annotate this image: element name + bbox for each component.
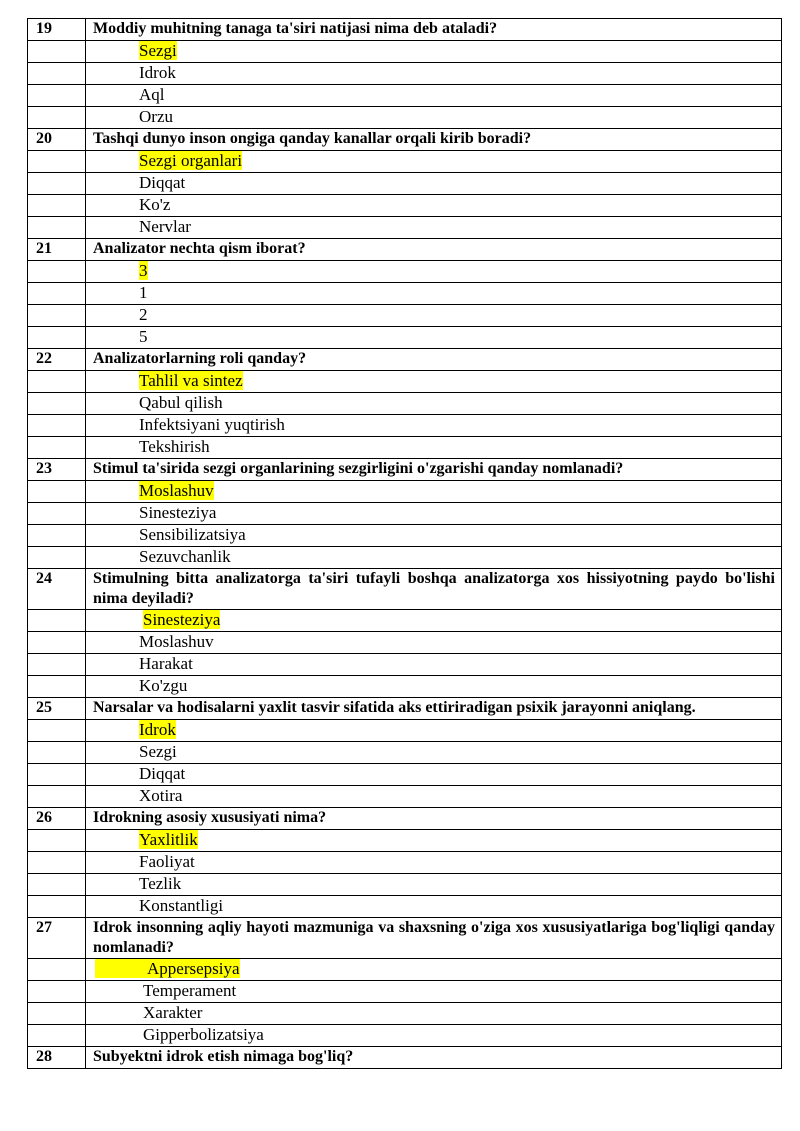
answer-option-cell [86, 371, 782, 393]
question-row [28, 459, 782, 481]
answer-option-cell [86, 874, 782, 896]
option-row [28, 547, 782, 569]
question-row [28, 698, 782, 720]
answer-option-text: Sezuvchanlik [139, 547, 231, 566]
answer-option-text: Sensibilizatsiya [139, 525, 246, 544]
question-row [28, 129, 782, 151]
answer-option-cell [86, 525, 782, 547]
question-number: 24 [28, 569, 86, 610]
option-row [28, 874, 782, 896]
option-row [28, 85, 782, 107]
answer-option-text: 5 [139, 327, 148, 346]
answer-option-text: Sinesteziya [139, 503, 217, 522]
answer-option-text: Moslashuv [139, 632, 214, 651]
empty-number-cell [28, 173, 86, 195]
empty-number-cell [28, 896, 86, 918]
question-number: 22 [28, 349, 86, 371]
correct-answer-highlight: Appersepsiya [95, 959, 240, 978]
answer-option-text: 1 [139, 283, 148, 302]
option-row [28, 217, 782, 239]
empty-number-cell [28, 305, 86, 327]
answer-option-cell [86, 261, 782, 283]
option-row [28, 371, 782, 393]
option-row [28, 610, 782, 632]
empty-number-cell [28, 959, 86, 981]
answer-option-text: Xotira [139, 786, 183, 805]
answer-option-text: Aql [139, 85, 165, 104]
question-text: Analizatorlarning roli qanday? [86, 349, 782, 371]
empty-number-cell [28, 85, 86, 107]
option-row [28, 173, 782, 195]
empty-number-cell [28, 742, 86, 764]
answer-option-cell [86, 217, 782, 239]
answer-option-text: Tekshirish [139, 437, 210, 456]
empty-number-cell [28, 874, 86, 896]
question-text: Stimul ta'sirida sezgi organlarining sezgirligini o'zgarishi qanday nomlanadi? [86, 459, 782, 481]
answer-option-text: Tezlik [139, 874, 182, 893]
answer-option-text: Xarakter [143, 1003, 203, 1022]
correct-answer-highlight: Sezgi organlari [139, 151, 243, 170]
option-row [28, 261, 782, 283]
answer-option-cell [86, 503, 782, 525]
question-row [28, 1047, 782, 1069]
empty-number-cell [28, 720, 86, 742]
answer-option-text: 2 [139, 305, 148, 324]
answer-option-cell [86, 632, 782, 654]
answer-option-text: Orzu [139, 107, 173, 126]
question-text: Stimulning bitta analizatorga ta'siri tufayli boshqa analizatorga xos hissiyotning paydo bo'lishi nima deyiladi? [86, 569, 782, 610]
option-row [28, 283, 782, 305]
option-row [28, 151, 782, 173]
empty-number-cell [28, 195, 86, 217]
quiz-table [27, 18, 782, 1069]
question-text: Tashqi dunyo inson ongiga qanday kanallar orqali kirib boradi? [86, 129, 782, 151]
answer-option-cell [86, 742, 782, 764]
question-number: 27 [28, 918, 86, 959]
answer-option-cell [86, 654, 782, 676]
empty-number-cell [28, 981, 86, 1003]
option-row [28, 764, 782, 786]
empty-number-cell [28, 327, 86, 349]
answer-option-cell [86, 195, 782, 217]
question-row [28, 808, 782, 830]
answer-option-text: Faoliyat [139, 852, 195, 871]
option-row [28, 63, 782, 85]
option-row [28, 41, 782, 63]
question-number: 20 [28, 129, 86, 151]
empty-number-cell [28, 1025, 86, 1047]
question-row [28, 918, 782, 959]
empty-number-cell [28, 786, 86, 808]
answer-option-cell [86, 283, 782, 305]
answer-option-cell [86, 786, 782, 808]
answer-option-cell [86, 41, 782, 63]
answer-option-cell [86, 173, 782, 195]
answer-option-cell [86, 63, 782, 85]
empty-number-cell [28, 63, 86, 85]
answer-option-cell [86, 107, 782, 129]
answer-option-text: Diqqat [139, 173, 186, 192]
empty-number-cell [28, 654, 86, 676]
answer-option-text: Infektsiyani yuqtirish [139, 415, 285, 434]
answer-option-cell [86, 981, 782, 1003]
option-row [28, 1025, 782, 1047]
option-row [28, 959, 782, 981]
empty-number-cell [28, 217, 86, 239]
option-row [28, 742, 782, 764]
empty-number-cell [28, 261, 86, 283]
answer-option-text: Harakat [139, 654, 193, 673]
answer-option-cell [86, 676, 782, 698]
answer-option-cell [86, 393, 782, 415]
correct-answer-highlight: Sinesteziya [143, 610, 221, 629]
empty-number-cell [28, 151, 86, 173]
answer-option-text: Sezgi [139, 742, 177, 761]
answer-option-cell [86, 151, 782, 173]
empty-number-cell [28, 107, 86, 129]
answer-option-cell [86, 305, 782, 327]
answer-option-text: Temperament [143, 981, 237, 1000]
answer-option-cell [86, 852, 782, 874]
option-row [28, 852, 782, 874]
empty-number-cell [28, 393, 86, 415]
answer-option-cell [86, 610, 782, 632]
option-row [28, 481, 782, 503]
answer-option-text: Ko'z [139, 195, 171, 214]
answer-option-text: Ko'zgu [139, 676, 188, 695]
option-row [28, 305, 782, 327]
empty-number-cell [28, 1003, 86, 1025]
option-row [28, 195, 782, 217]
option-row [28, 896, 782, 918]
option-row [28, 676, 782, 698]
correct-answer-highlight: 3 [139, 261, 148, 280]
quiz-table-body [28, 19, 782, 1069]
option-row [28, 327, 782, 349]
option-row [28, 654, 782, 676]
question-text: Moddiy muhitning tanaga ta'siri natijasi nima deb ataladi? [86, 19, 782, 41]
answer-option-text: Idrok [139, 63, 176, 82]
answer-option-cell [86, 764, 782, 786]
empty-number-cell [28, 525, 86, 547]
correct-answer-highlight: Sezgi [139, 41, 177, 60]
answer-option-cell [86, 415, 782, 437]
question-number: 25 [28, 698, 86, 720]
option-row [28, 393, 782, 415]
answer-option-cell [86, 327, 782, 349]
empty-number-cell [28, 415, 86, 437]
option-row [28, 981, 782, 1003]
answer-option-cell [86, 437, 782, 459]
correct-answer-highlight: Moslashuv [139, 481, 214, 500]
option-row [28, 632, 782, 654]
question-row [28, 349, 782, 371]
answer-option-cell [86, 1003, 782, 1025]
option-row [28, 107, 782, 129]
option-row [28, 525, 782, 547]
question-text: Subyektni idrok etish nimaga bog'liq? [86, 1047, 782, 1069]
question-text: Analizator nechta qism iborat? [86, 239, 782, 261]
empty-number-cell [28, 371, 86, 393]
answer-option-cell [86, 959, 782, 981]
option-row [28, 437, 782, 459]
option-row [28, 503, 782, 525]
option-row [28, 415, 782, 437]
option-row [28, 830, 782, 852]
empty-number-cell [28, 481, 86, 503]
answer-option-cell [86, 830, 782, 852]
answer-option-text: Konstantligi [139, 896, 224, 915]
option-row [28, 720, 782, 742]
empty-number-cell [28, 547, 86, 569]
answer-option-cell [86, 85, 782, 107]
answer-option-cell [86, 1025, 782, 1047]
answer-option-text: Gipperbolizatsiya [143, 1025, 264, 1044]
question-row [28, 239, 782, 261]
question-text: Narsalar va hodisalarni yaxlit tasvir sifatida aks ettiriradigan psixik jarayonni aniqlang. [86, 698, 782, 720]
answer-option-cell [86, 547, 782, 569]
answer-option-text: Nervlar [139, 217, 191, 236]
question-number: 19 [28, 19, 86, 41]
empty-number-cell [28, 437, 86, 459]
empty-number-cell [28, 632, 86, 654]
option-row [28, 1003, 782, 1025]
empty-number-cell [28, 283, 86, 305]
correct-answer-highlight: Tahlil va sintez [139, 371, 243, 390]
empty-number-cell [28, 764, 86, 786]
answer-option-text: Qabul qilish [139, 393, 223, 412]
question-row [28, 19, 782, 41]
option-row [28, 786, 782, 808]
question-row [28, 569, 782, 610]
answer-option-text: Diqqat [139, 764, 186, 783]
empty-number-cell [28, 676, 86, 698]
empty-number-cell [28, 610, 86, 632]
empty-number-cell [28, 503, 86, 525]
answer-option-cell [86, 720, 782, 742]
question-number: 23 [28, 459, 86, 481]
answer-option-cell [86, 481, 782, 503]
question-number: 26 [28, 808, 86, 830]
empty-number-cell [28, 830, 86, 852]
question-number: 28 [28, 1047, 86, 1069]
empty-number-cell [28, 41, 86, 63]
question-text: Idrok insonning aqliy hayoti mazmuniga va shaxsning o'ziga xos xususiyatlariga bog'liqligi qanday nomlanadi? [86, 918, 782, 959]
empty-number-cell [28, 852, 86, 874]
correct-answer-highlight: Idrok [139, 720, 176, 739]
question-number: 21 [28, 239, 86, 261]
correct-answer-highlight: Yaxlitlik [139, 830, 198, 849]
question-text: Idrokning asosiy xususiyati nima? [86, 808, 782, 830]
answer-option-cell [86, 896, 782, 918]
